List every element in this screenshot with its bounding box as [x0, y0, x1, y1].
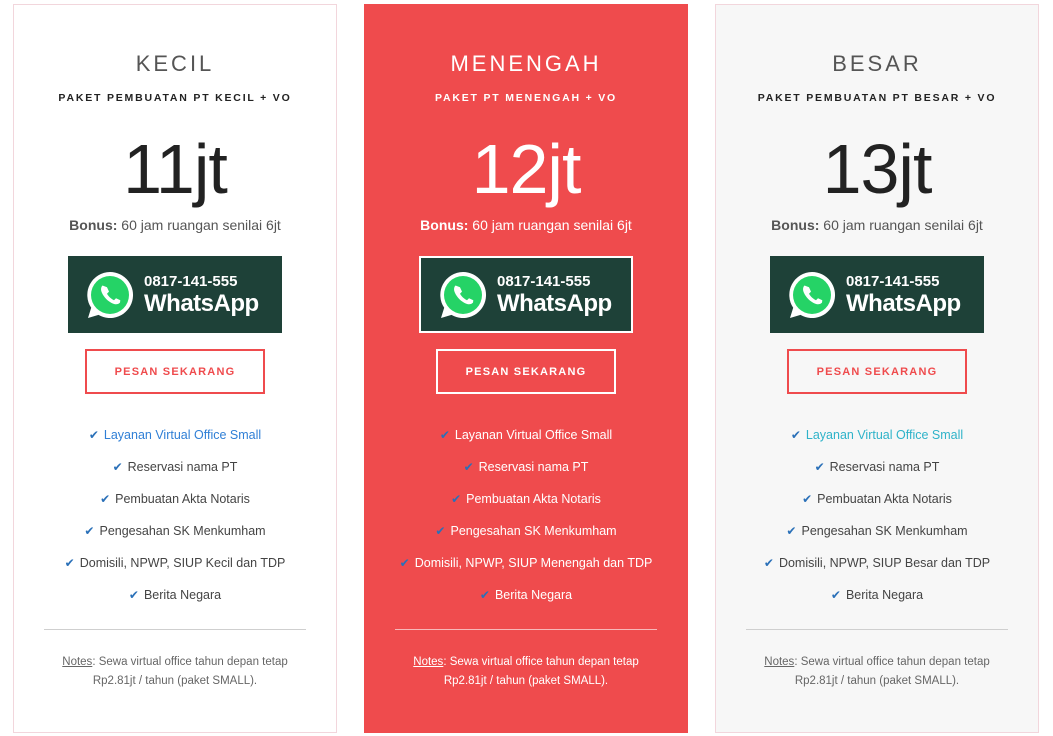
plan-price: 11jt — [123, 130, 227, 208]
feature-text: Berita Negara — [494, 588, 573, 602]
check-icon: ✔ — [479, 588, 490, 602]
check-icon: ✔ — [786, 524, 797, 538]
order-now-button[interactable]: PESAN SEKARANG — [85, 349, 265, 394]
feature-text: Pengesahan SK Menkumham — [450, 524, 617, 538]
feature-text: Reservasi nama PT — [829, 460, 940, 474]
whatsapp-button[interactable] — [68, 256, 282, 333]
feature-text: Pengesahan SK Menkumham — [801, 524, 968, 538]
whatsapp-button[interactable] — [419, 256, 633, 333]
check-icon: ✔ — [399, 556, 410, 570]
whatsapp-logo-icon — [84, 269, 136, 321]
whatsapp-text — [497, 273, 612, 317]
whatsapp-phone: 0817-141-555 — [144, 272, 238, 290]
whatsapp-phone: 0817-141-555 — [846, 272, 940, 290]
check-icon: ✔ — [763, 556, 774, 570]
check-icon: ✔ — [112, 460, 123, 474]
feature-link[interactable]: Layanan Virtual Office Small — [805, 428, 964, 442]
feature-item — [716, 519, 1038, 551]
check-icon: ✔ — [84, 524, 95, 538]
feature-item — [14, 551, 336, 583]
plan-price: 12jt — [471, 130, 581, 208]
notes-label: Notes — [413, 656, 444, 668]
order-now-button[interactable]: PESAN SEKARANG — [787, 349, 967, 394]
plan-notes — [395, 653, 657, 691]
feature-item — [365, 551, 687, 583]
feature-item — [365, 455, 687, 487]
feature-item — [365, 487, 687, 519]
feature-item — [14, 519, 336, 551]
order-now-button[interactable]: PESAN SEKARANG — [436, 349, 616, 394]
feature-item[interactable] — [14, 423, 336, 455]
feature-text: Layanan Virtual Office Small — [454, 428, 613, 442]
plan-subtitle: PAKET PEMBUATAN PT BESAR + VO — [757, 92, 997, 104]
notes-text: : Sewa virtual office tahun depan tetap Rp2.81jt / tahun (paket SMALL). — [92, 656, 288, 687]
feature-link[interactable]: Layanan Virtual Office Small — [103, 428, 262, 442]
feature-item — [14, 583, 336, 615]
feature-text: Berita Negara — [143, 588, 222, 602]
whatsapp-phone: 0817-141-555 — [497, 272, 591, 290]
feature-text: Domisili, NPWP, SIUP Besar dan TDP — [778, 556, 991, 570]
feature-text: Pembuatan Akta Notaris — [115, 492, 250, 506]
pricing-card-besar — [715, 4, 1039, 733]
plan-title: BESAR — [832, 51, 922, 76]
plan-subtitle: PAKET PEMBUATAN PT KECIL + VO — [58, 92, 292, 104]
feature-text: Reservasi nama PT — [478, 460, 589, 474]
feature-text: Domisili, NPWP, SIUP Kecil dan TDP — [79, 556, 286, 570]
plan-bonus — [365, 217, 687, 233]
bonus-text: 60 jam ruangan senilai 6jt — [472, 217, 632, 233]
plan-bonus — [716, 217, 1038, 233]
whatsapp-logo-icon — [786, 269, 838, 321]
whatsapp-name: WhatsApp — [846, 289, 961, 317]
notes-label: Notes — [764, 656, 795, 668]
check-icon: ✔ — [790, 428, 801, 442]
feature-text: Berita Negara — [845, 588, 924, 602]
check-icon: ✔ — [463, 460, 474, 474]
check-icon: ✔ — [451, 492, 462, 506]
whatsapp-name: WhatsApp — [497, 289, 612, 317]
feature-item — [716, 487, 1038, 519]
whatsapp-logo-icon — [437, 269, 489, 321]
plan-notes — [44, 653, 306, 691]
feature-text: Pembuatan Akta Notaris — [817, 492, 952, 506]
feature-item[interactable] — [716, 423, 1038, 455]
notes-label: Notes — [62, 656, 93, 668]
pricing-card-kecil — [13, 4, 337, 733]
plan-title: MENENGAH — [450, 51, 602, 76]
check-icon: ✔ — [435, 524, 446, 538]
feature-item — [365, 583, 687, 615]
feature-item — [716, 583, 1038, 615]
bonus-text: 60 jam ruangan senilai 6jt — [823, 217, 983, 233]
check-icon: ✔ — [88, 428, 99, 442]
feature-item — [14, 487, 336, 519]
plan-price: 13jt — [822, 130, 932, 208]
feature-text: Pembuatan Akta Notaris — [466, 492, 601, 506]
feature-text: Pengesahan SK Menkumham — [99, 524, 266, 538]
bonus-text: 60 jam ruangan senilai 6jt — [121, 217, 281, 233]
check-icon: ✔ — [128, 588, 139, 602]
pricing-card-menengah — [364, 4, 688, 733]
feature-list — [716, 423, 1038, 615]
plan-bonus — [14, 217, 336, 233]
whatsapp-button[interactable] — [770, 256, 984, 333]
feature-item — [14, 455, 336, 487]
check-icon: ✔ — [100, 492, 111, 506]
check-icon: ✔ — [802, 492, 813, 506]
check-icon: ✔ — [439, 428, 450, 442]
divider — [44, 629, 306, 630]
feature-text: Reservasi nama PT — [127, 460, 238, 474]
feature-item — [365, 423, 687, 455]
check-icon: ✔ — [830, 588, 841, 602]
bonus-label: Bonus: — [771, 217, 820, 233]
notes-text: : Sewa virtual office tahun depan tetap Rp2.81jt / tahun (paket SMALL). — [794, 656, 990, 687]
plan-title: KECIL — [135, 51, 215, 76]
bonus-label: Bonus: — [420, 217, 469, 233]
feature-list — [14, 423, 336, 615]
whatsapp-name: WhatsApp — [144, 289, 259, 317]
divider — [395, 629, 657, 630]
feature-item — [365, 519, 687, 551]
plan-subtitle: PAKET PT MENENGAH + VO — [434, 92, 618, 104]
feature-text: Domisili, NPWP, SIUP Menengah dan TDP — [414, 556, 653, 570]
check-icon: ✔ — [814, 460, 825, 474]
feature-item — [716, 455, 1038, 487]
whatsapp-text — [144, 273, 259, 317]
divider — [746, 629, 1008, 630]
notes-text: : Sewa virtual office tahun depan tetap Rp2.81jt / tahun (paket SMALL). — [443, 656, 639, 687]
check-icon: ✔ — [64, 556, 75, 570]
plan-notes — [746, 653, 1008, 691]
feature-list — [365, 423, 687, 615]
feature-item — [716, 551, 1038, 583]
whatsapp-text — [846, 273, 961, 317]
bonus-label: Bonus: — [69, 217, 118, 233]
